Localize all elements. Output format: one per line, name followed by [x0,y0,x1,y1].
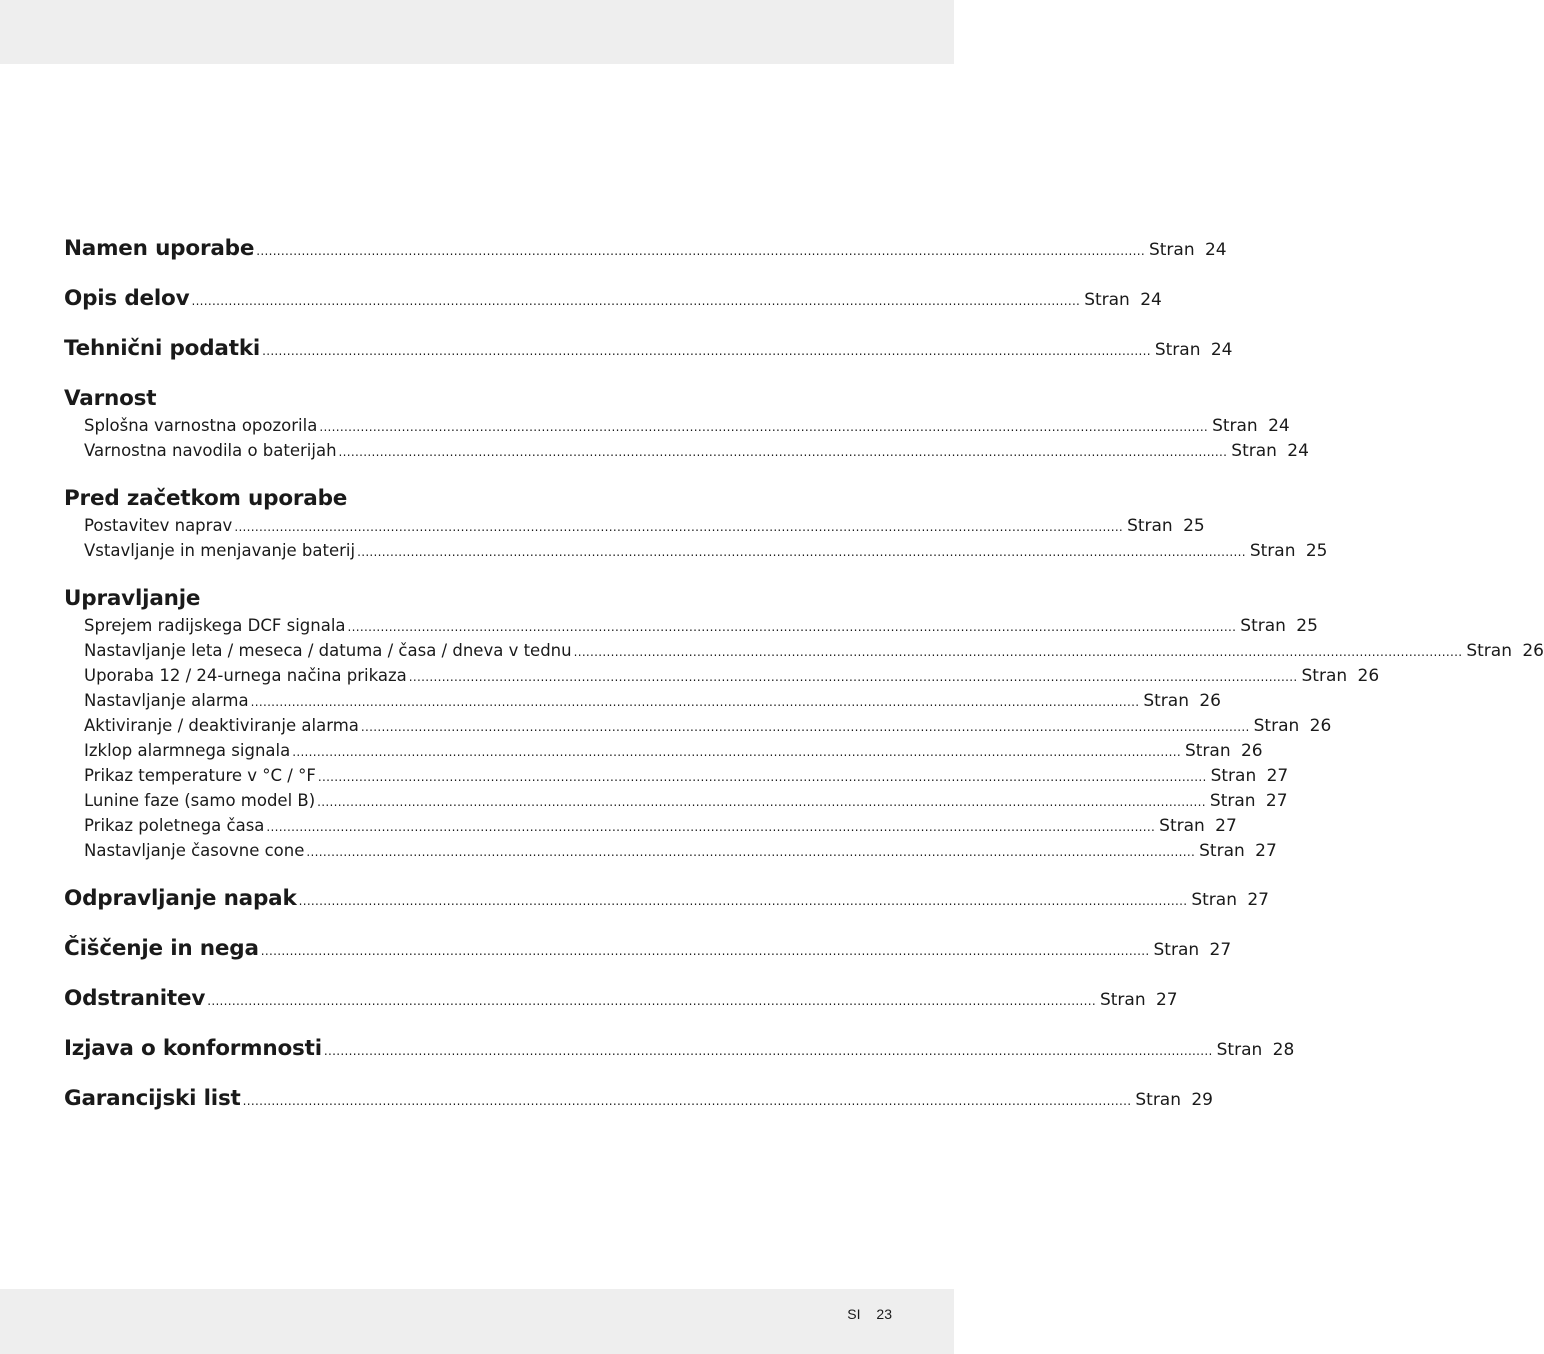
toc-subentry[interactable] [64,841,1277,861]
toc-entry-title: Odstranitev [64,986,206,1011]
toc-leader-dots: ........................................................................................................................................................................................................................ [360,720,1250,734]
toc-entry-odstranitev[interactable] [64,986,1178,1011]
toc-page-ref: Stran 26 [1466,641,1544,661]
toc-leader-dots: ........................................................................................................................................................................................................................ [347,620,1237,634]
toc-leader-dots: ........................................................................................................................................................................................................................ [256,244,1145,258]
toc-page-ref: Stran 27 [1153,940,1232,960]
toc-subentry[interactable] [64,791,1288,811]
toc-leader-dots: ........................................................................................................................................................................................................................ [319,420,1209,434]
toc-entry-title: Lunine faze (samo model B) [84,791,316,810]
toc-page-ref: Stran 24 [1212,416,1290,436]
toc-entry-garancijski-list[interactable] [64,1086,1213,1111]
toc-page-ref: Stran 26 [1184,741,1263,761]
toc-page-ref: Stran 27 [1209,791,1288,811]
toc-subentry[interactable] [64,741,1263,761]
toc-subentry[interactable] [64,691,1221,711]
toc-leader-dots: ........................................................................................................................................................................................................................ [298,894,1188,908]
toc-entry-title: Nastavljanje leta / meseca / datuma / časa / dneva v tednu [84,641,572,660]
toc-page-ref: Stran 26 [1143,691,1221,711]
toc-entry-title: Odpravljanje napak [64,886,297,911]
footer-language: SI [847,1306,861,1322]
toc-leader-dots: ........................................................................................................................................................................................................................ [573,645,1463,659]
toc-page-ref: Stran 27 [1099,990,1178,1010]
toc-section-heading-upravljanje: Upravljanje [64,586,201,611]
toc-entry-title: Prikaz poletnega časa [84,816,265,835]
toc-subentry[interactable] [64,541,1328,561]
toc-entry-title: Nastavljanje časovne cone [84,841,305,860]
toc-leader-dots: ........................................................................................................................................................................................................................ [292,745,1181,759]
toc-leader-dots: ........................................................................................................................................................................................................................ [317,795,1206,809]
toc-page-ref: Stran 27 [1159,816,1237,836]
toc-leader-dots: ........................................................................................................................................................................................................................ [306,845,1196,859]
toc-entry-title: Prikaz temperature v °C / °F [84,766,316,785]
bottom-band [0,1289,954,1354]
toc-section-heading-varnost: Varnost [64,386,157,411]
toc-entry-title: Izjava o konformnosti [64,1036,322,1061]
toc-entry-title: Uporaba 12 / 24-urnega načina prikaza [84,666,407,685]
toc-subentry[interactable] [64,616,1318,636]
toc-page-ref: Stran 26 [1253,716,1332,736]
toc-subentry[interactable] [64,516,1205,536]
toc-entry-title: Izklop alarmnega signala [84,741,291,760]
toc-page-ref: Stran 27 [1199,841,1277,861]
toc-leader-dots: ........................................................................................................................................................................................................................ [262,344,1151,358]
toc-entry-tehnicni-podatki[interactable] [64,336,1233,361]
toc-entry-title: Varnostna navodila o baterijah [84,441,337,460]
toc-leader-dots: ........................................................................................................................................................................................................................ [266,820,1156,834]
toc-entry-title: Čiščenje in nega [64,936,259,961]
toc-page-ref: Stran 25 [1249,541,1328,561]
toc-entry-title: Sprejem radijskega DCF signala [84,616,346,635]
toc-leader-dots: ........................................................................................................................................................................................................................ [317,770,1207,784]
toc-leader-dots: ........................................................................................................................................................................................................................ [242,1094,1132,1108]
toc-leader-dots: ........................................................................................................................................................................................................................ [338,445,1228,459]
toc-entry-title: Opis delov [64,286,190,311]
toc-subentry[interactable] [64,716,1332,736]
toc-subentry[interactable] [64,641,1544,661]
toc-leader-dots: ........................................................................................................................................................................................................................ [323,1044,1213,1058]
toc-leader-dots: ........................................................................................................................................................................................................................ [250,695,1140,709]
toc-subentry[interactable] [64,416,1290,436]
toc-leader-dots: ........................................................................................................................................................................................................................ [234,520,1124,534]
toc-page-ref: Stran 29 [1135,1090,1213,1110]
toc-page-ref: Stran 25 [1240,616,1318,636]
toc-entry-opis-delov[interactable] [64,286,1162,311]
toc-entry-namen-uporabe[interactable] [64,236,1227,261]
toc-entry-ciscenje-in-nega[interactable] [64,936,1232,961]
toc-page-ref: Stran 24 [1231,441,1309,461]
toc-page-ref: Stran 27 [1191,890,1269,910]
toc-page-ref: Stran 25 [1127,516,1205,536]
toc-leader-dots: ........................................................................................................................................................................................................................ [260,944,1150,958]
toc-leader-dots: ........................................................................................................................................................................................................................ [207,994,1096,1008]
toc-page-ref: Stran 26 [1301,666,1380,686]
toc-entry-title: Aktiviranje / deaktiviranje alarma [84,716,359,735]
toc-leader-dots: ........................................................................................................................................................................................................................ [408,670,1298,684]
toc-subentry[interactable] [64,441,1309,461]
toc-page-ref: Stran 28 [1216,1040,1295,1060]
toc-leader-dots: ........................................................................................................................................................................................................................ [191,294,1081,308]
footer-page-number: 23 [876,1306,892,1322]
toc-entry-title: Splošna varnostna opozorila [84,416,318,435]
top-band [0,0,954,64]
toc-entry-title: Garancijski list [64,1086,241,1111]
toc-page-ref: Stran 24 [1154,340,1233,360]
toc-entry-title: Postavitev naprav [84,516,233,535]
toc-subentry[interactable] [64,766,1289,786]
toc-subentry[interactable] [64,816,1237,836]
toc-page-ref: Stran 24 [1148,240,1227,260]
toc-entry-title: Namen uporabe [64,236,255,261]
toc-section-heading-pred-zacetkom: Pred začetkom uporabe [64,486,348,511]
toc-entry-odpravljanje-napak[interactable] [64,886,1269,911]
toc-entry-title: Tehnični podatki [64,336,261,361]
toc-leader-dots: ........................................................................................................................................................................................................................ [357,545,1246,559]
page-footer [847,1306,892,1322]
toc-page-ref: Stran 24 [1084,290,1162,310]
toc-page-ref: Stran 27 [1210,766,1289,786]
toc-entry-izjava-o-konformnosti[interactable] [64,1036,1295,1061]
toc-subentry[interactable] [64,666,1380,686]
toc-entry-title: Nastavljanje alarma [84,691,249,710]
toc-entry-title: Vstavljanje in menjavanje baterij [84,541,356,560]
